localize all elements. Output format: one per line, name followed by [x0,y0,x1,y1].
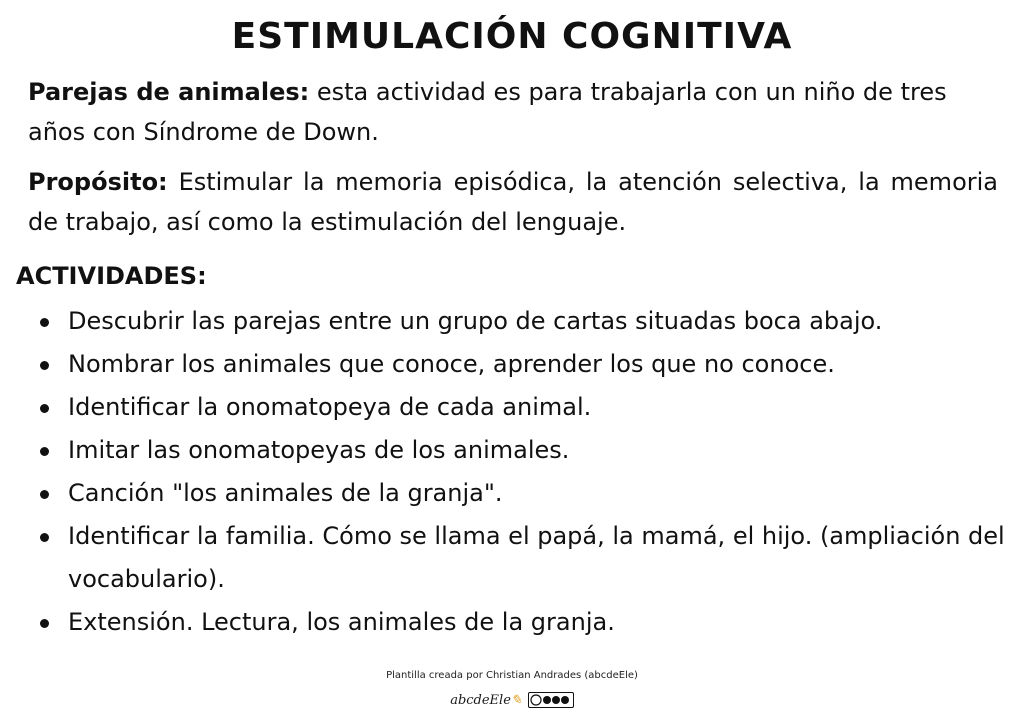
list-item [36,472,1006,515]
list-item [36,515,1006,601]
activity-text: Descubrir las parejas entre un grupo de cartas situadas boca abajo. [68,307,883,335]
list-item [36,601,1006,644]
bullet-icon [40,361,49,370]
pencil-icon: ✎ [510,692,522,708]
activity-text: Canción "los animales de la granja". [68,479,503,507]
bullet-icon [40,318,49,327]
list-item [36,300,1006,343]
list-item [36,343,1006,386]
list-item [36,386,1006,429]
activity-text: Imitar las onomatopeyas de los animales. [68,436,570,464]
purpose-text: Estimular la memoria episódica, la atención selectiva, la memoria de trabajo, así como la estimulación del lenguaje. [28,168,998,236]
intro-text: esta actividad es para trabajarla con un niño de tres años con Síndrome de Down. [28,78,947,146]
footer-logos [0,692,1024,708]
purpose-label: Propósito: [28,168,168,196]
activity-text: Extensión. Lectura, los animales de la granja. [68,608,615,636]
activity-text: Identificar la onomatopeya de cada animal. [68,393,592,421]
bullet-icon [40,490,49,499]
list-item [36,429,1006,472]
bullet-icon [40,404,49,413]
footer-credit: Plantilla creada por Christian Andrades (abcdeEle) [386,670,638,681]
purpose-paragraph [28,162,998,242]
bullet-icon [40,447,49,456]
intro-label: Parejas de animales: [28,78,310,106]
activity-text: Identificar la familia. Cómo se llama el papá, la mamá, el hijo. (ampliación del vocabulario). [68,522,1005,593]
bullet-icon [40,619,49,628]
brand-logo-text: abcdeEle [450,692,511,708]
activity-text: Nombrar los animales que conoce, aprender los que no conoce. [68,350,835,378]
activities-heading: ACTIVIDADES: [16,262,207,290]
intro-paragraph [28,72,998,152]
brand-logo [450,693,522,708]
bullet-icon [40,533,49,542]
page-title: ESTIMULACIÓN COGNITIVA [231,16,793,57]
cc-license-icon [528,692,574,708]
activities-list [36,300,1006,644]
